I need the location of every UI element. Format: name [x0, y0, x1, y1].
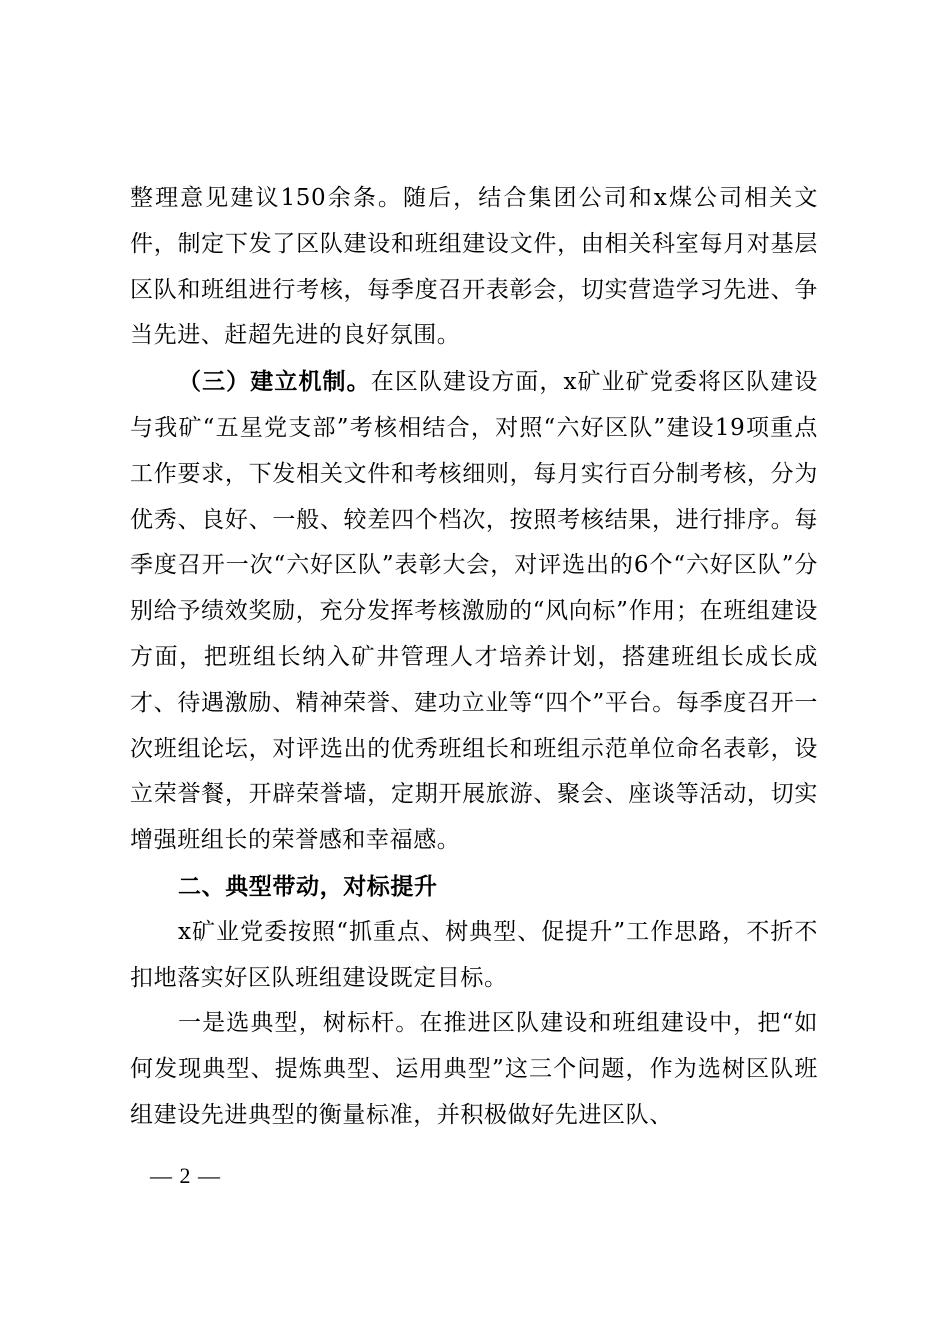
paragraph-text: 在区队建设方面，x矿业矿党委将区队建设与我矿“五星党支部”考核相结合，对照“六好区队”建设19项重点工作要求，下发相关文件和考核细则，每月实行百分制考核，分为优秀、良好、一般、较差四个档次，按照考核结果，进行排序。每季度召开一次“六好区队”表彰大会，对评选出的6个“六好区队”分别给予绩效奖励，充分发挥考核激励的“风向标”作用；在班组建设方面，把班组长纳入矿井管理人才培养计划，搭建班组长成长成才、待遇激励、精神荣誉、建功立业等“四个”平台。每季度召开一次班组论坛，对评选出的优秀班组长和班组示范单位命名表彰，设立荣誉餐，开辟荣誉墙，定期开展旅游、聚会、座谈等活动，切实增强班组长的荣誉感和幸福感。 — [130, 369, 818, 854]
paragraph-mechanism — [130, 359, 818, 864]
section-heading: 二、典型带动，对标提升 — [178, 872, 438, 900]
paragraph-text: 整理意见建议150余条。随后，结合集团公司和x煤公司相关文件，制定下发了区队建设和班组建设文件，由相关科室每月对基层区队和班组进行考核，每季度召开表彰会，切实营造学习先进、争当先进、赶超先进的良好氛围。 — [130, 185, 818, 349]
paragraph-text: 一是选典型，树标杆。在推进区队建设和班组建设中，把“如何发现典型、提炼典型、运用典型”这三个问题，作为选树区队班组建设先进典型的衡量标准，并积极做好先进区队、 — [130, 1010, 818, 1128]
paragraph-first-point — [130, 1001, 818, 1138]
page-number: — 2 — — [150, 1163, 221, 1188]
paragraph-lead: （三）建立机制。 — [178, 368, 371, 396]
paragraph-continuation — [130, 176, 818, 359]
paragraph-intro — [130, 910, 818, 1002]
body-text — [130, 176, 818, 1139]
paragraph-text: x矿业党委按照“抓重点、树典型、促提升”工作思路，不折不扣地落实好区队班组建设既定目标。 — [130, 918, 818, 991]
